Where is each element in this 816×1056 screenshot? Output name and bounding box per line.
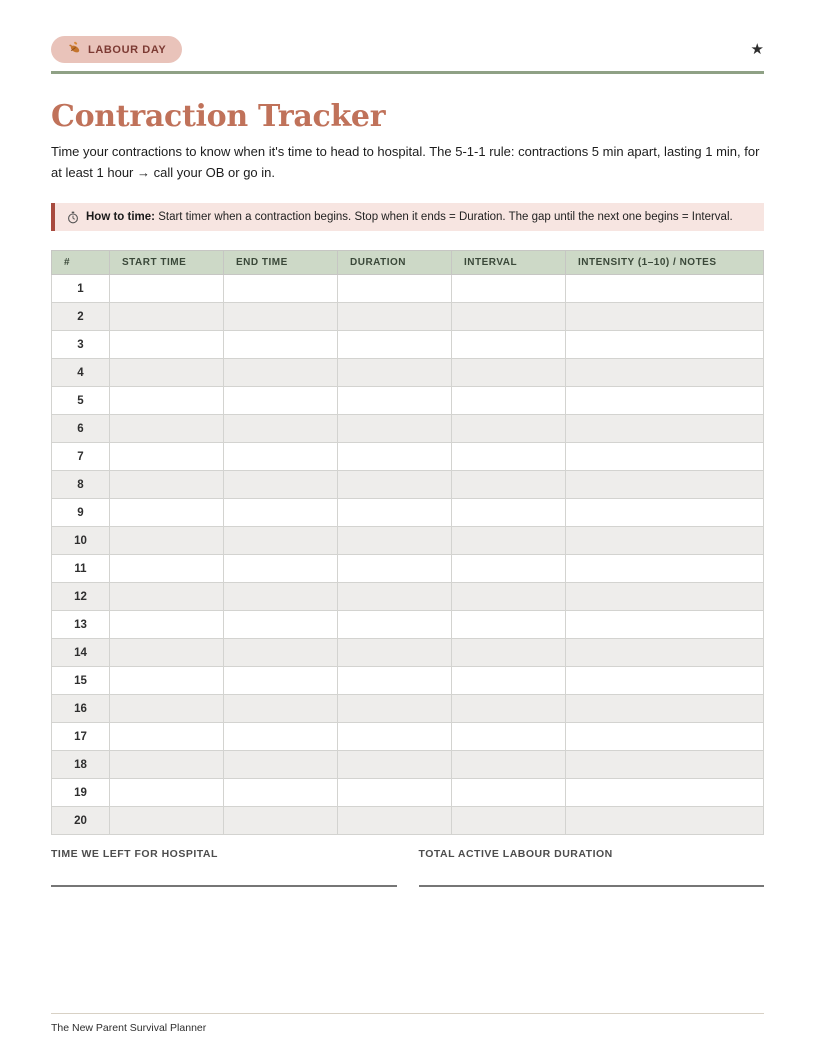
summary-fields	[51, 848, 764, 887]
entry-cell[interactable]	[110, 583, 224, 611]
entry-cell[interactable]	[338, 471, 452, 499]
entry-cell[interactable]	[110, 611, 224, 639]
field-time-left-for-hospital	[51, 848, 397, 887]
entry-cell[interactable]	[566, 583, 764, 611]
entry-cell[interactable]	[338, 331, 452, 359]
page-footer	[51, 1013, 764, 1034]
entry-cell[interactable]	[224, 555, 338, 583]
entry-cell[interactable]	[566, 415, 764, 443]
entry-cell[interactable]	[338, 499, 452, 527]
entry-cell[interactable]	[224, 471, 338, 499]
row-number: 12	[52, 583, 110, 611]
entry-cell[interactable]	[566, 331, 764, 359]
entry-cell[interactable]	[110, 387, 224, 415]
table-row	[52, 639, 764, 667]
table-row	[52, 443, 764, 471]
table-row	[52, 611, 764, 639]
entry-cell[interactable]	[110, 499, 224, 527]
entry-cell[interactable]	[452, 555, 566, 583]
entry-cell[interactable]	[338, 275, 452, 303]
entry-cell[interactable]	[566, 779, 764, 807]
entry-cell[interactable]	[338, 751, 452, 779]
entry-cell[interactable]	[452, 667, 566, 695]
entry-cell[interactable]	[452, 695, 566, 723]
entry-cell[interactable]	[110, 331, 224, 359]
entry-cell[interactable]	[224, 415, 338, 443]
table-row	[52, 527, 764, 555]
table-row	[52, 303, 764, 331]
entry-cell[interactable]	[224, 275, 338, 303]
entry-cell[interactable]	[224, 807, 338, 835]
entry-cell[interactable]	[452, 471, 566, 499]
table-row	[52, 331, 764, 359]
row-number: 9	[52, 499, 110, 527]
entry-cell[interactable]	[566, 527, 764, 555]
entry-cell[interactable]	[110, 443, 224, 471]
entry-cell[interactable]	[338, 415, 452, 443]
entry-cell[interactable]	[224, 583, 338, 611]
entry-cell[interactable]	[110, 359, 224, 387]
row-number: 1	[52, 275, 110, 303]
entry-cell[interactable]	[338, 779, 452, 807]
entry-cell[interactable]	[338, 303, 452, 331]
entry-cell[interactable]	[110, 807, 224, 835]
entry-cell[interactable]	[110, 471, 224, 499]
entry-cell[interactable]	[224, 527, 338, 555]
entry-cell[interactable]	[110, 639, 224, 667]
entry-cell[interactable]	[566, 359, 764, 387]
entry-cell[interactable]	[110, 275, 224, 303]
table-row	[52, 583, 764, 611]
row-number: 19	[52, 779, 110, 807]
table-row	[52, 499, 764, 527]
column-header: #	[52, 251, 110, 275]
entry-cell[interactable]	[110, 695, 224, 723]
row-number: 15	[52, 667, 110, 695]
table-header-row	[52, 251, 764, 275]
entry-cell[interactable]	[224, 443, 338, 471]
entry-cell[interactable]	[566, 471, 764, 499]
entry-cell[interactable]	[110, 779, 224, 807]
entry-cell[interactable]	[566, 275, 764, 303]
table-row	[52, 695, 764, 723]
column-header: END TIME	[224, 251, 338, 275]
entry-cell[interactable]	[452, 387, 566, 415]
row-number: 20	[52, 807, 110, 835]
field-label: TIME WE LEFT FOR HOSPITAL	[51, 848, 218, 860]
entry-cell[interactable]	[566, 499, 764, 527]
entry-cell[interactable]	[224, 331, 338, 359]
entry-cell[interactable]	[224, 667, 338, 695]
write-line[interactable]	[419, 860, 765, 887]
entry-cell[interactable]	[224, 695, 338, 723]
entry-cell[interactable]	[452, 415, 566, 443]
table-row	[52, 779, 764, 807]
row-number: 18	[52, 751, 110, 779]
entry-cell[interactable]	[338, 583, 452, 611]
entry-cell[interactable]	[110, 667, 224, 695]
entry-cell[interactable]	[110, 555, 224, 583]
entry-cell[interactable]	[566, 611, 764, 639]
entry-cell[interactable]	[566, 667, 764, 695]
page-title: Contraction Tracker	[51, 99, 386, 134]
entry-cell[interactable]	[566, 751, 764, 779]
contraction-table	[51, 250, 764, 835]
callout-lead: How to time:	[86, 211, 155, 223]
entry-cell[interactable]	[224, 639, 338, 667]
footer-divider	[51, 1013, 764, 1014]
stopwatch-icon	[67, 211, 79, 224]
entry-cell[interactable]	[338, 723, 452, 751]
entry-cell[interactable]	[338, 527, 452, 555]
labour-day-badge	[51, 36, 182, 63]
table-row	[52, 359, 764, 387]
topbar	[51, 0, 764, 63]
entry-cell[interactable]	[452, 275, 566, 303]
entry-cell[interactable]	[338, 807, 452, 835]
entry-cell[interactable]	[338, 695, 452, 723]
entry-cell[interactable]	[224, 387, 338, 415]
table-row	[52, 471, 764, 499]
row-number: 17	[52, 723, 110, 751]
row-number: 13	[52, 611, 110, 639]
entry-cell[interactable]	[338, 359, 452, 387]
entry-cell[interactable]	[110, 723, 224, 751]
entry-cell[interactable]	[224, 723, 338, 751]
table-row	[52, 667, 764, 695]
row-number: 8	[52, 471, 110, 499]
entry-cell[interactable]	[452, 527, 566, 555]
entry-cell[interactable]	[452, 331, 566, 359]
entry-cell[interactable]	[338, 667, 452, 695]
write-line[interactable]	[51, 860, 397, 887]
entry-cell[interactable]	[338, 443, 452, 471]
entry-cell[interactable]	[566, 303, 764, 331]
entry-cell[interactable]	[452, 751, 566, 779]
entry-cell[interactable]	[224, 359, 338, 387]
entry-cell[interactable]	[452, 639, 566, 667]
divider	[51, 71, 764, 74]
table-row	[52, 275, 764, 303]
callout-text	[86, 211, 733, 223]
entry-cell[interactable]	[452, 583, 566, 611]
entry-cell[interactable]	[566, 639, 764, 667]
leaf-icon	[67, 40, 81, 59]
entry-cell[interactable]	[110, 303, 224, 331]
entry-cell[interactable]	[224, 779, 338, 807]
entry-cell[interactable]	[452, 779, 566, 807]
entry-cell[interactable]	[452, 443, 566, 471]
entry-cell[interactable]	[452, 303, 566, 331]
entry-cell[interactable]	[566, 695, 764, 723]
entry-cell[interactable]	[452, 723, 566, 751]
table-row	[52, 415, 764, 443]
entry-cell[interactable]	[224, 303, 338, 331]
entry-cell[interactable]	[452, 499, 566, 527]
row-number: 2	[52, 303, 110, 331]
column-header: INTERVAL	[452, 251, 566, 275]
column-header: DURATION	[338, 251, 452, 275]
how-to-time-callout	[51, 203, 764, 231]
entry-cell[interactable]	[452, 611, 566, 639]
entry-cell[interactable]	[566, 387, 764, 415]
row-number: 7	[52, 443, 110, 471]
column-header: START TIME	[110, 251, 224, 275]
row-number: 16	[52, 695, 110, 723]
column-header: INTENSITY (1–10) / NOTES	[566, 251, 764, 275]
entry-cell[interactable]	[452, 359, 566, 387]
entry-cell[interactable]	[338, 387, 452, 415]
row-number: 5	[52, 387, 110, 415]
star-icon[interactable]: ★	[750, 41, 764, 58]
table-row	[52, 751, 764, 779]
entry-cell[interactable]	[224, 751, 338, 779]
entry-cell[interactable]	[566, 443, 764, 471]
entry-cell[interactable]	[566, 723, 764, 751]
badge-label: LABOUR DAY	[88, 43, 167, 56]
entry-cell[interactable]	[566, 807, 764, 835]
row-number: 14	[52, 639, 110, 667]
row-number: 6	[52, 415, 110, 443]
intro-text: Time your contractions to know when it's time to head to hospital. The 5-1-1 rule: contractions 5 min apart, lasting 1 min, for at least 1 hour → call your OB or go in.	[51, 144, 760, 180]
entry-cell[interactable]	[110, 527, 224, 555]
footer-text: The New Parent Survival Planner	[51, 1022, 207, 1034]
table-row	[52, 387, 764, 415]
entry-cell[interactable]	[338, 639, 452, 667]
row-number: 11	[52, 555, 110, 583]
row-number: 10	[52, 527, 110, 555]
table-row	[52, 807, 764, 835]
entry-cell[interactable]	[224, 611, 338, 639]
table-row	[52, 555, 764, 583]
callout-body: Start timer when a contraction begins. Stop when it ends = Duration. The gap until the next one begins = Interval.	[158, 211, 733, 223]
field-total-active-labour-duration	[419, 848, 765, 887]
entry-cell[interactable]	[110, 415, 224, 443]
entry-cell[interactable]	[566, 555, 764, 583]
entry-cell[interactable]	[452, 807, 566, 835]
table-row	[52, 723, 764, 751]
row-number: 4	[52, 359, 110, 387]
entry-cell[interactable]	[338, 555, 452, 583]
entry-cell[interactable]	[110, 751, 224, 779]
field-label: TOTAL ACTIVE LABOUR DURATION	[418, 848, 613, 860]
entry-cell[interactable]	[224, 499, 338, 527]
row-number: 3	[52, 331, 110, 359]
entry-cell[interactable]	[338, 611, 452, 639]
